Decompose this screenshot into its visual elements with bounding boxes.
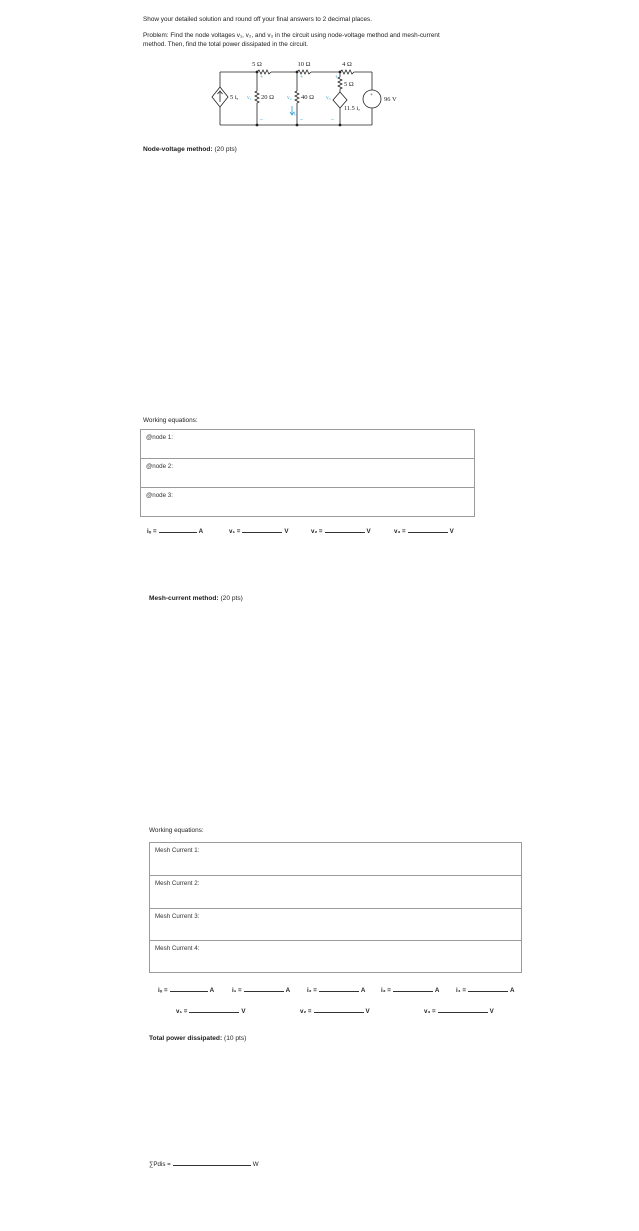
node-equation-row-2[interactable]: @node 2:	[141, 459, 474, 488]
mesh-answer-i4[interactable]: i₄ = A	[456, 987, 515, 994]
label-r5: 40 Ω	[301, 94, 314, 101]
instruction-line-2: Problem: Find the node voltages v₁, v₂, and v₃ in the circuit using node-voltage method and mesh-current	[143, 32, 440, 39]
mesh-answer-i2[interactable]: i₂ = A	[307, 987, 366, 994]
label-v3: v₃	[326, 95, 331, 101]
label-r6: 5 Ω	[344, 81, 354, 88]
minus-v2: –	[300, 117, 303, 123]
node-equation-row-1[interactable]: @node 1:	[141, 430, 474, 459]
plus-v2: +	[300, 75, 304, 81]
label-r1: 5 Ω	[252, 61, 262, 68]
mesh-equation-row-4[interactable]: Mesh Current 4:	[155, 945, 200, 952]
mesh-equation-row-2[interactable]: Mesh Current 2:	[150, 876, 521, 909]
label-vsource: 96 V	[384, 96, 397, 103]
mesh-working-label: Working equations:	[149, 827, 204, 834]
label-r2: 10 Ω	[297, 61, 311, 68]
resistor-5ohm-vertical	[338, 77, 342, 89]
resistor-10ohm	[297, 70, 311, 74]
power-section-title: Total power dissipated: (10 pts)	[149, 1035, 247, 1042]
mesh-answer-i3[interactable]: i₃ = A	[381, 987, 440, 994]
node-answer-io[interactable]: iₒ = A	[147, 528, 204, 535]
mesh-answer-v3[interactable]: v₃ = V	[424, 1008, 494, 1015]
node-answer-v3[interactable]: v₃ = V	[394, 528, 454, 535]
node-answer-v1[interactable]: v₁ = V	[229, 528, 289, 535]
mesh-answer-i1[interactable]: i₁ = A	[232, 987, 291, 994]
minus-v3: –	[331, 117, 334, 123]
node-equations-table	[140, 429, 475, 517]
minus-v1: –	[260, 117, 263, 123]
node-section-title: Node-voltage method: (20 pts)	[143, 146, 237, 153]
plus-v3: +	[335, 75, 339, 81]
resistor-20ohm	[255, 91, 259, 103]
mesh-equation-row-1[interactable]: Mesh Current 1:	[150, 843, 521, 876]
power-answer[interactable]: ∑Pdis = W	[149, 1161, 259, 1168]
label-ccvs: 11.5 iₐ	[344, 105, 360, 112]
node-answer-v2[interactable]: v₂ = V	[311, 528, 371, 535]
mesh-section-title: Mesh-current method: (20 pts)	[149, 595, 243, 602]
label-v2: v₂	[287, 95, 292, 101]
label-io: iₐ	[294, 111, 298, 117]
mesh-equation-row-3[interactable]: Mesh Current 3:	[150, 909, 521, 941]
resistor-40ohm	[295, 91, 299, 103]
resistor-4ohm	[340, 70, 354, 74]
node-equation-row-3[interactable]: @node 3:	[146, 492, 173, 499]
label-v1: v₁	[247, 95, 252, 101]
mesh-answer-v1[interactable]: v₁ = V	[176, 1008, 246, 1015]
resistor-5ohm-top	[257, 70, 271, 74]
mesh-equations-table	[149, 842, 522, 973]
label-cccs: 5 iₐ	[230, 94, 239, 101]
circuit-diagram	[195, 55, 420, 130]
instruction-line-1: Show your detailed solution and round off your final answers to 2 decimal places.	[143, 16, 373, 23]
mesh-answer-io[interactable]: iₒ = A	[158, 987, 215, 994]
plus-source: +	[370, 92, 374, 98]
label-r3: 4 Ω	[342, 61, 352, 68]
plus-v1: +	[260, 75, 264, 81]
node-working-label: Working equations:	[143, 417, 198, 424]
instruction-line-3: method. Then, find the total power dissipated in the circuit.	[143, 41, 309, 48]
label-r4: 20 Ω	[261, 94, 274, 101]
mesh-answer-v2[interactable]: v₂ = V	[300, 1008, 370, 1015]
